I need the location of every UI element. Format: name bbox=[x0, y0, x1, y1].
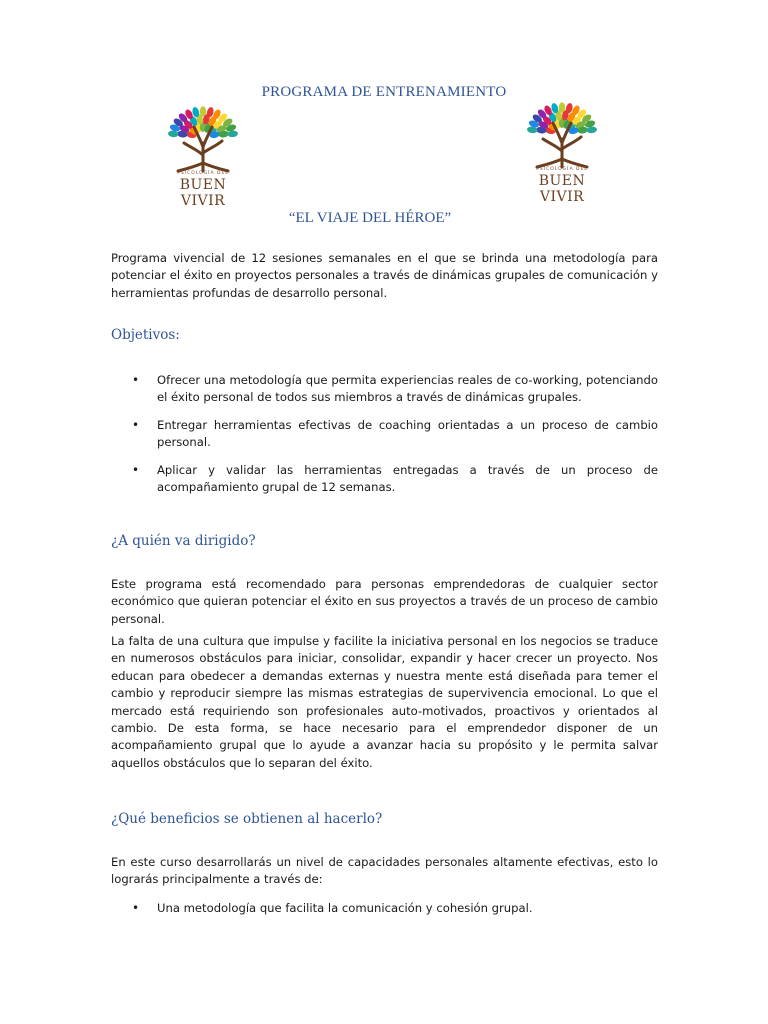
buen-vivir-logo-right bbox=[523, 99, 601, 205]
leaf-shape bbox=[200, 106, 206, 116]
list-item: • Una metodología que facilita la comunicación y cohesión grupal. bbox=[132, 901, 533, 915]
objetivos-list bbox=[111, 372, 658, 506]
objetivos-heading: Objetivos: bbox=[111, 327, 180, 343]
dirigido-paragraph-1: Este programa está recomendado para personas emprendedoras de cualquier sector económico que quieran potenciar el éxito en sus proyectos a través de un proceso de cambio personal. bbox=[111, 577, 658, 626]
list-item: • Aplicar y validar las herramientas entregadas a través de un proceso de acompañamiento grupal de 12 semanas. bbox=[132, 462, 658, 495]
leaf-shape bbox=[559, 102, 565, 112]
dirigido-heading: ¿A quién va dirigido? bbox=[111, 533, 256, 549]
logo-big-text: BUEN VIVIR bbox=[538, 173, 586, 205]
intro-paragraph: Programa vivencial de 12 sesiones semanales en el que se brinda una metodología para potenciar el éxito en proyectos personales a través de dinámicas grupales de comunicación y herramientas profundas de desarrollo personal. bbox=[111, 251, 658, 300]
dirigido-paragraph-2: La falta de una cultura que impulse y facilite la iniciativa personal en los negocios se traduce en numerosos obstáculos para iniciar, consolidar, expandir y hacer crecer un proyecto. Nos educan para obedecer a demandas externas y nuestra mente está diseñada para temer el cambio y reproducir siempre las mismas estrategias de supervivencia emocional. Lo que el mercado está requiriendo son profesionales auto-motivados, proactivos y orientados al cambio. De esta forma, se hace necesario para el emprendedor disponer de un acompañamiento grupal que lo ayude a avanzar hacia su propósito y le permita salvar aquellos obstáculos que lo separan del éxito. bbox=[111, 634, 658, 770]
beneficios-list bbox=[111, 900, 658, 927]
logo-big-text: BUEN VIVIR bbox=[179, 177, 227, 209]
document-title: PROGRAMA DE ENTRENAMIENTO bbox=[261, 84, 507, 100]
list-item: • Ofrecer una metodología que permita experiencias reales de co-working, potenciando el éxito personal de todos sus miembros a través de dinámicas grupales. bbox=[132, 373, 658, 405]
beneficios-paragraph: En este curso desarrollarás un nivel de capacidades personales altamente efectivas, esto lo lograrás principalmente a través de: bbox=[111, 855, 658, 887]
logo-small-text: PSICOLOGÍA DEL bbox=[177, 171, 229, 176]
buen-vivir-logo-left bbox=[164, 103, 242, 209]
list-item: • Entregar herramientas efectivas de coaching orientadas a un proceso de cambio personal. bbox=[132, 417, 658, 450]
document-subtitle: “EL VIAJE DEL HÉROE” bbox=[288, 210, 452, 226]
logo-small-text: PSICOLOGÍA DEL bbox=[536, 167, 588, 172]
tree-of-life-logo bbox=[164, 103, 242, 173]
beneficios-heading: ¿Qué beneficios se obtienen al hacerlo? bbox=[111, 811, 383, 827]
tree-of-life-logo bbox=[523, 99, 601, 169]
